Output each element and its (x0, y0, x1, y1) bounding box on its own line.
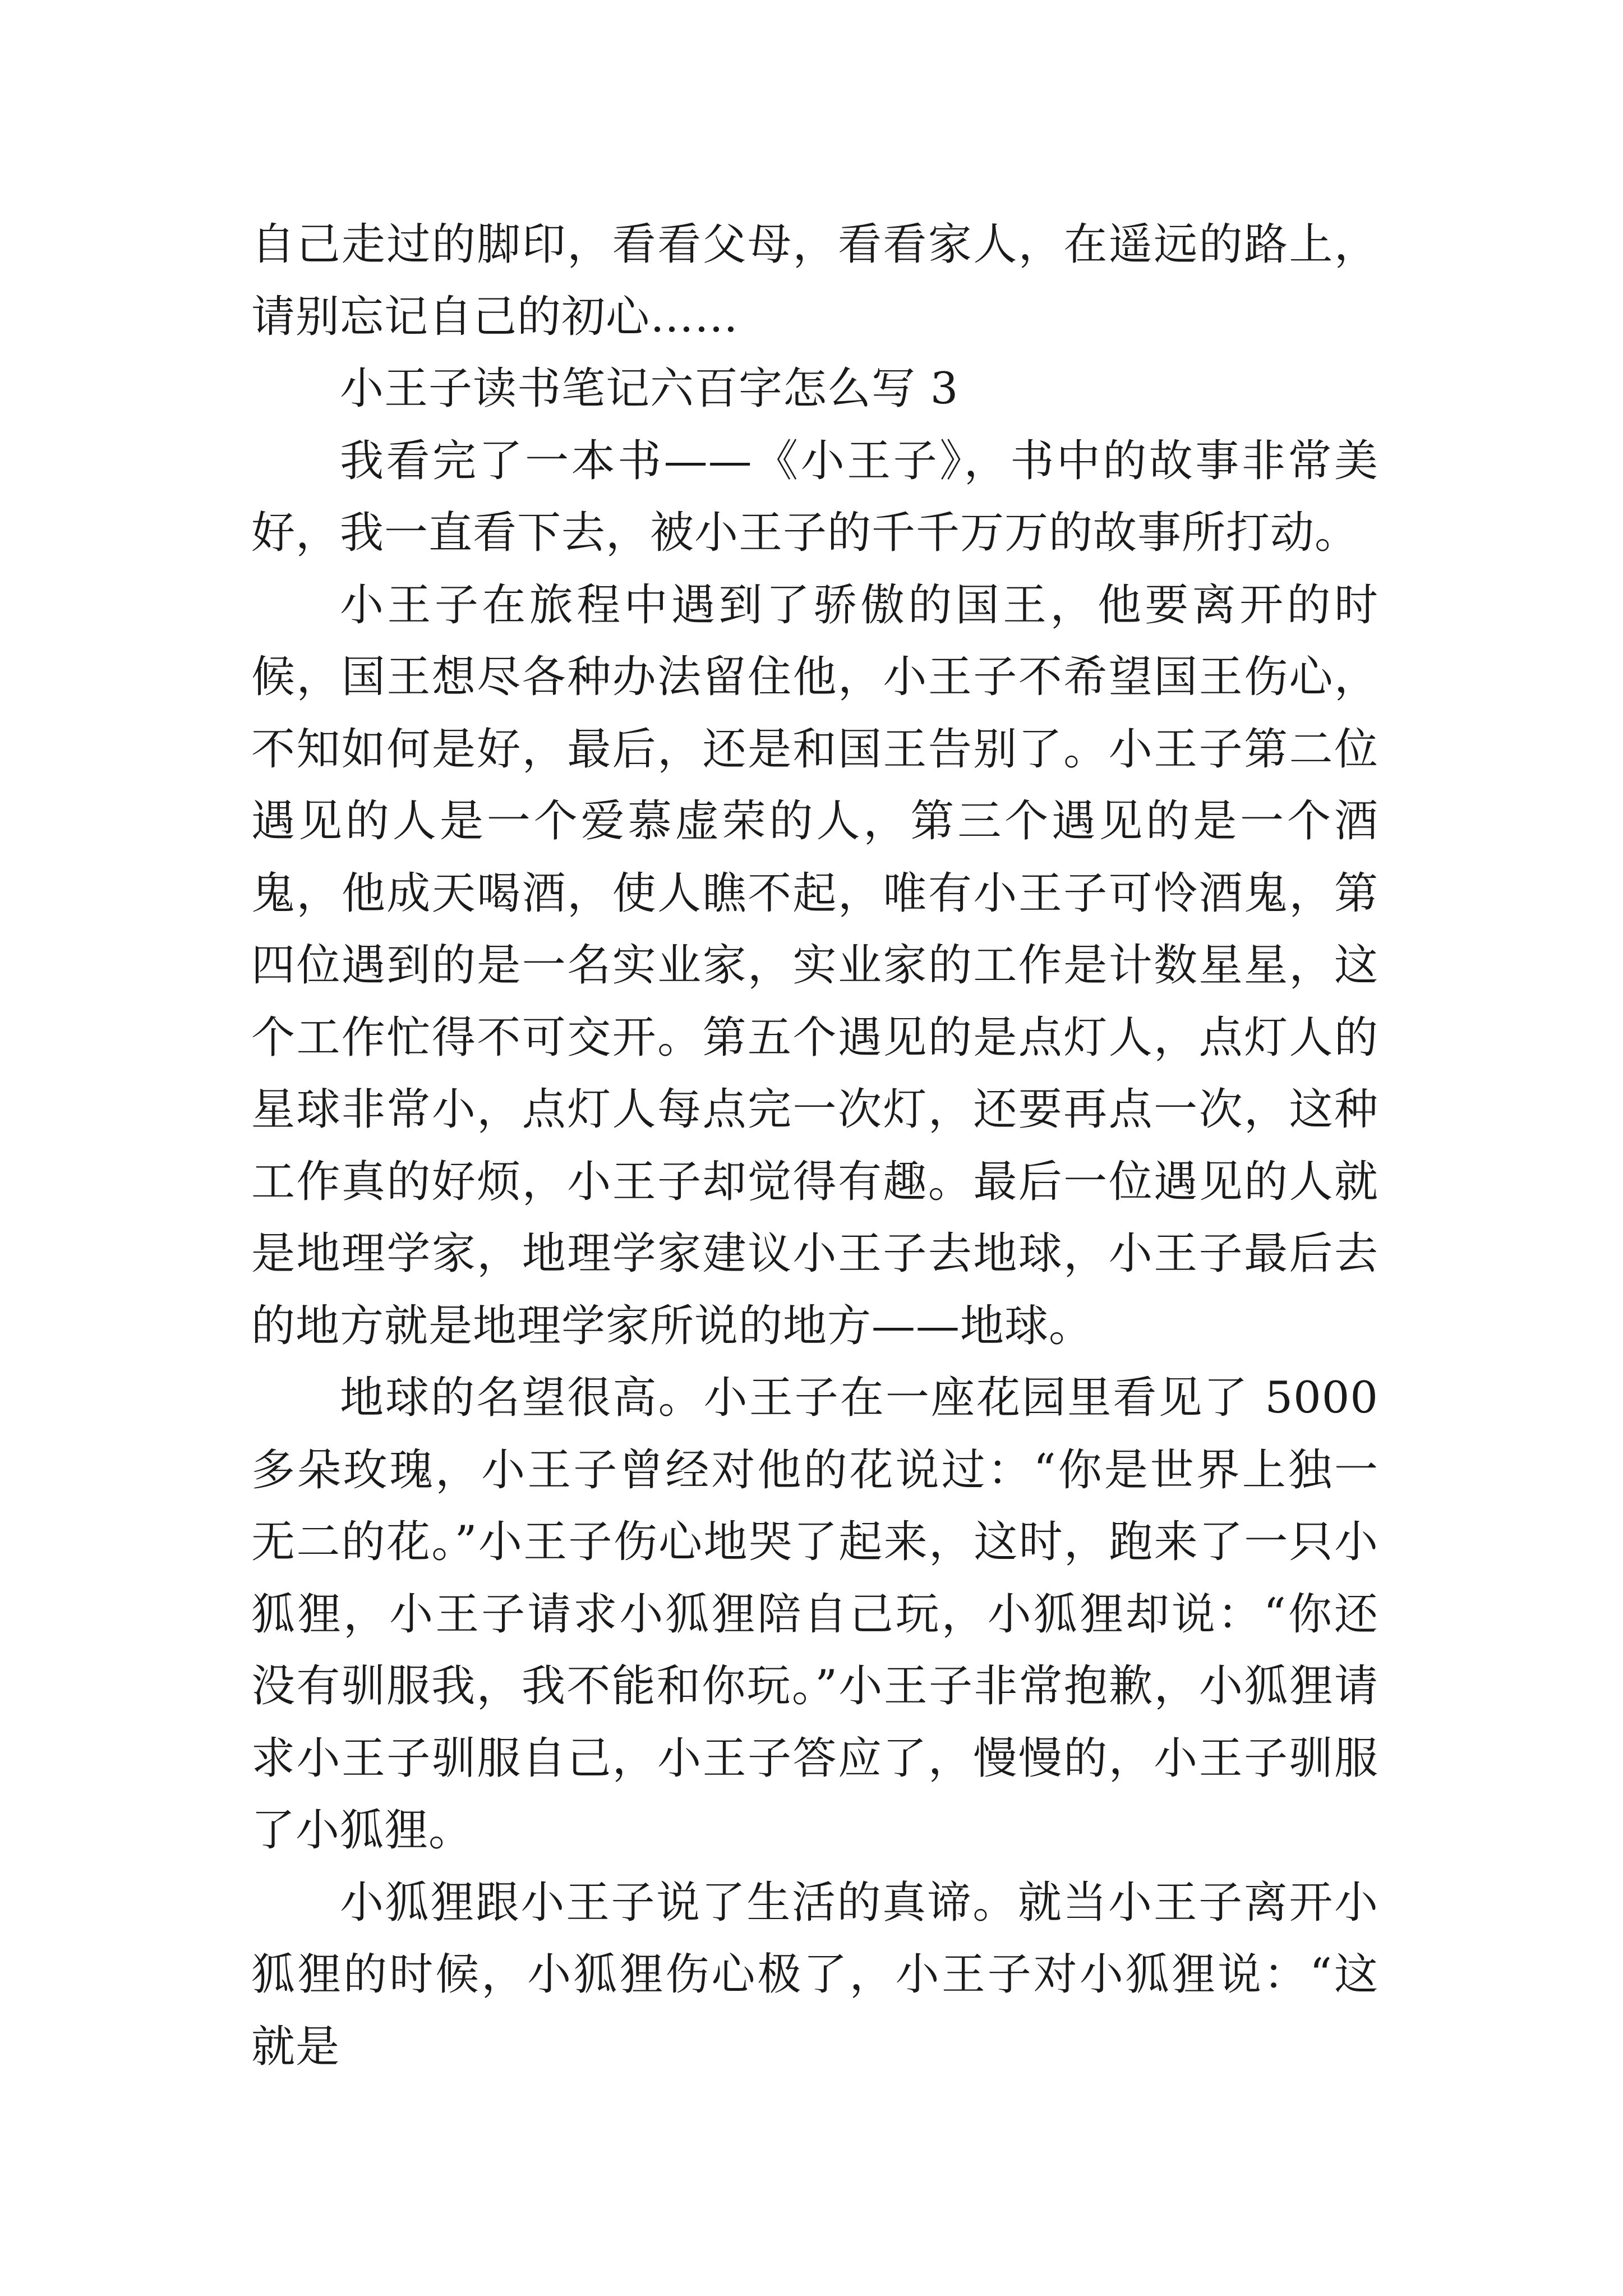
continuation-paragraph: 自己走过的脚印，看看父母，看看家人，在遥远的路上，请别忘记自己的初心…… (251, 219, 1378, 342)
body-paragraph-1: 我看完了一本书——《小王子》，书中的故事非常美好，我一直看下去，被小王子的千千万万的故事所打动。 (251, 435, 1378, 558)
body-paragraph-2: 小王子在旅程中遇到了骄傲的国王，他要离开的时候，国王想尽各种办法留住他，小王子不希望国王伤心，不知如何是好，最后，还是和国王告别了。小王子第二位遇见的人是一个爱慕虚荣的人，第三个遇见的是一个酒鬼，他成天喝酒，使人瞧不起，唯有小王子可怜酒鬼，第四位遇到的是一名实业家，实业家的工作是计数星星，这个工作忙得不可交开。第五个遇见的是点灯人，点灯人的星球非常小，点灯人每点完一次灯，还要再点一次，这种工作真的好烦，小王子却觉得有趣。最后一位遇见的人就是地理学家，地理学家建议小王子去地球，小王子最后去的地方就是地理学家所说的地方——地球。 (251, 579, 1378, 1351)
section-heading: 小王子读书笔记六百字怎么写 3 (340, 364, 959, 414)
body-paragraph-3: 地球的名望很高。小王子在一座花园里看见了 5000 多朵玫瑰，小王子曾经对他的花说过：“你是世界上独一无二的花。”小王子伤心地哭了起来，这时，跑来了一只小狐狸，小王子请求小狐狸陪自己玩，小狐狸却说：“你还没有驯服我，我不能和你玩。”小王子非常抱歉，小狐狸请求小王子驯服自己，小王子答应了，慢慢的，小王子驯服了小狐狸。 (251, 1373, 1378, 1856)
document-body (251, 209, 1378, 2083)
body-paragraph-4: 小狐狸跟小王子说了生活的真谛。就当小王子离开小狐狸的时候，小狐狸伤心极了，小王子对小狐狸说：“这就是 (251, 1877, 1378, 2072)
